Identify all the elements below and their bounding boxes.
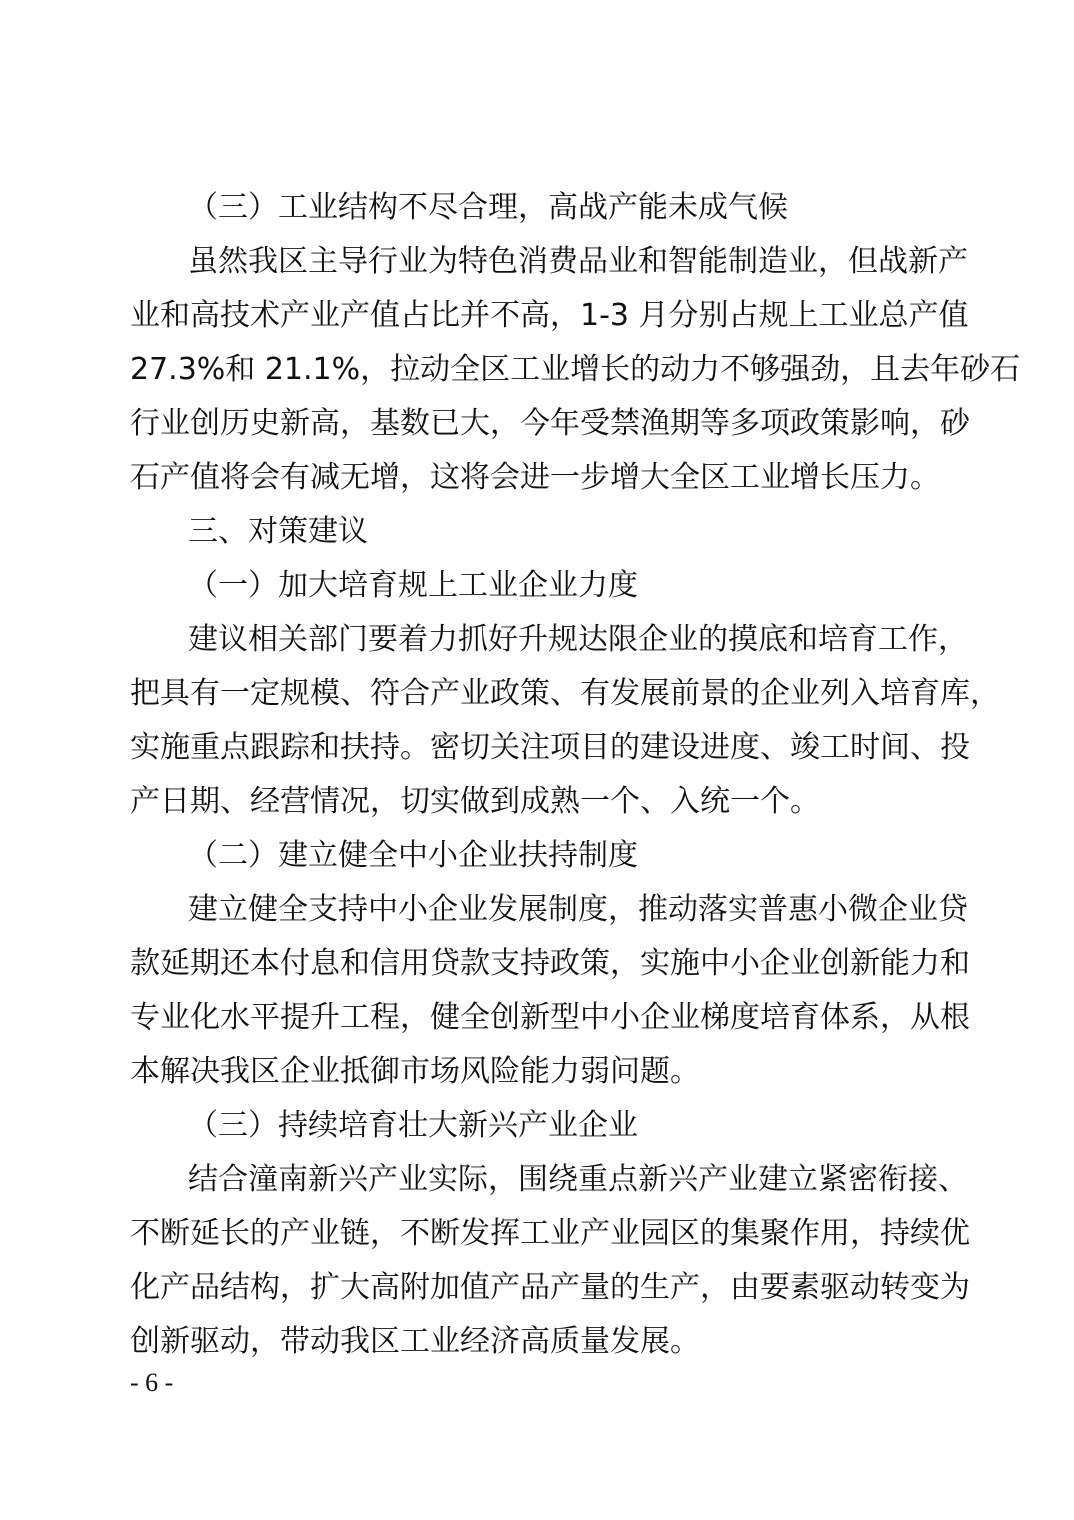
paragraph-line: 建立健全支持中小企业发展制度，推动落实普惠小微企业贷 xyxy=(188,892,968,927)
paragraph-line: 行业创历史新高，基数已大，今年受禁渔期等多项政策影响，砂 xyxy=(130,406,970,441)
paragraph-line: 石产值将会有减无增，这将会进一步增大全区工业增长压力。 xyxy=(130,460,940,495)
section-heading: （三）工业结构不尽合理，高战产能未成气候 xyxy=(188,190,788,225)
paragraph-line: 本解决我区企业抵御市场风险能力弱问题。 xyxy=(130,1054,700,1089)
paragraph-line: 虽然我区主导行业为特色消费品业和智能制造业，但战新产 xyxy=(188,244,968,279)
paragraph-line: 业和高技术产业产值占比并不高，1-3 月分别占规上工业总产值 xyxy=(130,298,969,333)
paragraph-line: 实施重点跟踪和扶持。密切关注项目的建设进度、竣工时间、投 xyxy=(130,730,970,765)
paragraph-line: 把具有一定规模、符合产业政策、有发展前景的企业列入培育库， xyxy=(130,676,1000,711)
paragraph-line: 款延期还本付息和信用贷款支持政策，实施中小企业创新能力和 xyxy=(130,946,970,981)
paragraph-line: 专业化水平提升工程，健全创新型中小企业梯度培育体系，从根 xyxy=(130,1000,970,1035)
paragraph-line: 27.3%和 21.1%，拉动全区工业增长的动力不够强劲，且去年砂石 xyxy=(130,352,1021,387)
paragraph-line: 创新驱动，带动我区工业经济高质量发展。 xyxy=(130,1324,700,1359)
paragraph-line: 化产品结构，扩大高附加值产品产量的生产，由要素驱动转变为 xyxy=(130,1270,970,1305)
section-heading: （二）建立健全中小企业扶持制度 xyxy=(188,838,638,873)
paragraph-line: 建议相关部门要着力抓好升规达限企业的摸底和培育工作， xyxy=(188,622,968,657)
page-number: - 6 - xyxy=(130,1368,174,1397)
chapter-heading: 三、对策建议 xyxy=(188,514,368,549)
section-heading: （一）加大培育规上工业企业力度 xyxy=(188,568,638,603)
paragraph-line: 产日期、经营情况，切实做到成熟一个、入统一个。 xyxy=(130,784,820,819)
section-heading: （三）持续培育壮大新兴产业企业 xyxy=(188,1108,638,1143)
paragraph-line: 结合潼南新兴产业实际，围绕重点新兴产业建立紧密衔接、 xyxy=(188,1162,968,1197)
paragraph-line: 不断延长的产业链，不断发挥工业产业园区的集聚作用，持续优 xyxy=(130,1216,970,1251)
